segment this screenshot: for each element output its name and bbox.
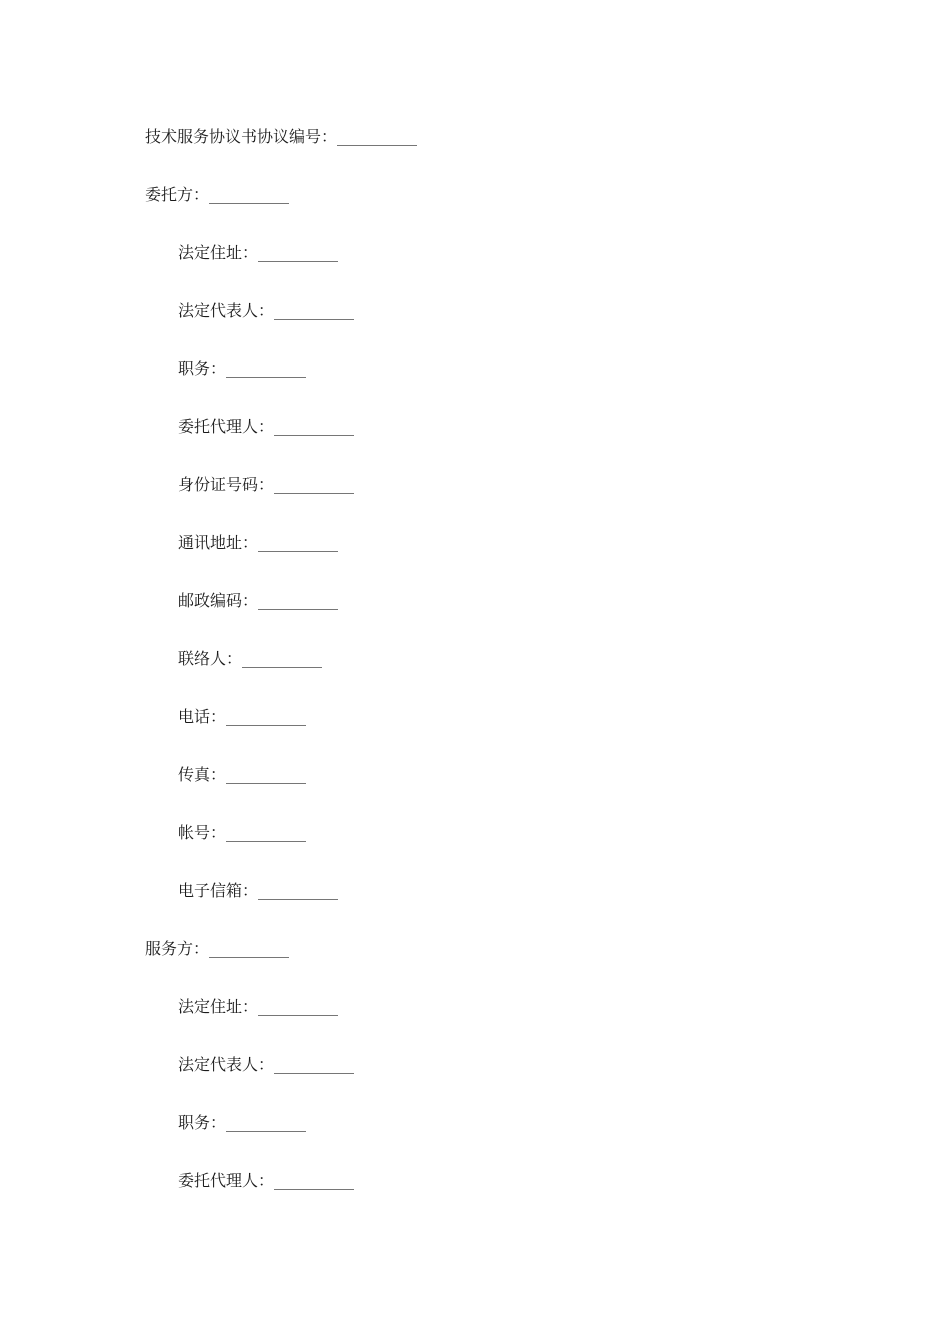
provider-label: 服务方：__________ <box>145 939 290 958</box>
provider-position: 职务：__________ <box>178 1113 307 1132</box>
agreement-title-line: 技术服务协议书协议编号：__________ <box>145 127 418 146</box>
client-fax: 传真：__________ <box>178 765 307 784</box>
client-phone: 电话：__________ <box>178 707 307 726</box>
client-email: 电子信箱：__________ <box>178 881 339 900</box>
provider-legal-representative: 法定代表人：__________ <box>178 1055 355 1074</box>
client-mailing-address: 通讯地址：__________ <box>178 533 339 552</box>
client-label: 委托方：__________ <box>145 185 290 204</box>
client-contact-person: 联络人：__________ <box>178 649 323 668</box>
client-id-number: 身份证号码：__________ <box>178 475 355 494</box>
client-legal-representative: 法定代表人：__________ <box>178 301 355 320</box>
client-legal-address: 法定住址：__________ <box>178 243 339 262</box>
provider-authorized-agent: 委托代理人：__________ <box>178 1171 355 1190</box>
provider-legal-address: 法定住址：__________ <box>178 997 339 1016</box>
client-position: 职务：__________ <box>178 359 307 378</box>
client-account: 帐号：__________ <box>178 823 307 842</box>
client-postal-code: 邮政编码：__________ <box>178 591 339 610</box>
client-authorized-agent: 委托代理人：__________ <box>178 417 355 436</box>
